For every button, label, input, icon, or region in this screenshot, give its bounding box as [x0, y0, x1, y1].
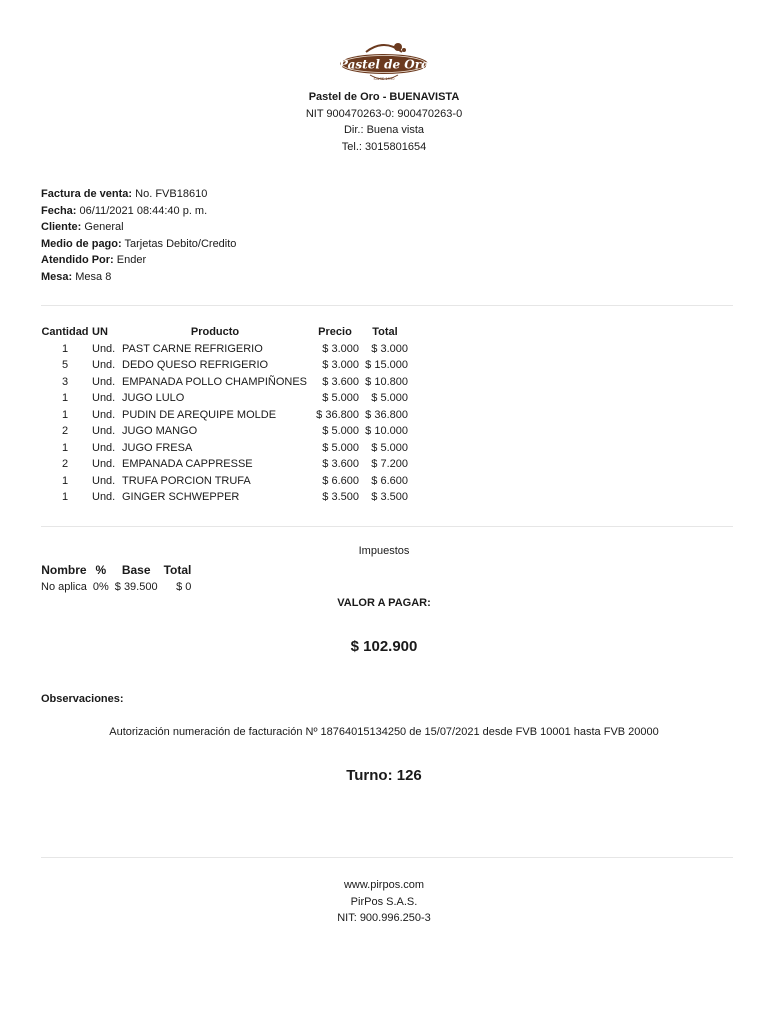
header-un: UN [92, 326, 108, 338]
item-unit: Und. [92, 359, 116, 371]
divider [41, 857, 733, 858]
item-price: $ 36.800 [316, 408, 359, 421]
store-address: Dir.: Buena vista [343, 124, 425, 136]
item-qty: 1 [61, 408, 69, 421]
item-row [41, 440, 411, 457]
item-price: $ 5.000 [322, 392, 359, 404]
item-product: TRUFA PORCION TRUFA [122, 474, 251, 487]
field-label: Medio de pago: [41, 237, 122, 250]
header-qty: Cantidad [41, 326, 89, 338]
tax-header-base: Base [121, 562, 151, 577]
table-number: Mesa 8 [75, 270, 112, 283]
items-table [41, 324, 411, 506]
item-total: $ 15.000 [365, 359, 408, 371]
item-row [41, 341, 411, 358]
invoice-info [41, 186, 236, 285]
item-unit: Und. [92, 425, 116, 437]
payment-method: Tarjetas Debito/Credito [124, 237, 237, 250]
item-qty: 1 [61, 392, 69, 404]
store-header [0, 89, 768, 155]
divider [41, 305, 733, 306]
item-product: JUGO MANGO [122, 425, 198, 437]
date-row [41, 203, 236, 220]
item-total: $ 10.800 [365, 375, 408, 388]
logo-wordmark: Pastel de Oro [338, 57, 430, 72]
item-qty: 5 [61, 359, 69, 371]
client-row [41, 219, 236, 236]
amount-due-label: VALOR A PAGAR: [337, 597, 431, 609]
header-product: Producto [190, 326, 240, 338]
item-unit: Und. [92, 342, 116, 355]
item-qty: 1 [61, 491, 69, 503]
item-product: GINGER SCHWEPPER [122, 491, 240, 503]
item-total: $ 5.000 [371, 392, 408, 404]
observations-label: Observaciones: [41, 693, 124, 705]
field-label: Atendido Por: [41, 254, 114, 266]
item-price: $ 3.000 [322, 359, 359, 371]
item-row [41, 374, 411, 391]
footer [0, 877, 768, 927]
taxes-header-row [41, 561, 194, 578]
attended-by: Ender [116, 254, 147, 266]
item-price: $ 5.000 [322, 441, 359, 454]
divider [41, 526, 733, 527]
item-qty: 1 [61, 441, 69, 454]
tax-header-name: Nombre [41, 562, 87, 577]
item-row [41, 473, 411, 490]
item-qty: 2 [61, 458, 69, 470]
taxes-title: Impuestos [358, 545, 410, 557]
item-price: $ 6.600 [322, 474, 359, 487]
item-total: $ 3.500 [371, 491, 408, 503]
turn-number: Turno: 126 [346, 767, 422, 784]
footer-website: www.pirpos.com [343, 879, 425, 891]
store-logo [0, 38, 768, 86]
table-row [41, 269, 236, 286]
field-label: Fecha: [41, 204, 77, 217]
item-product: EMPANADA POLLO CHAMPIÑONES [122, 375, 308, 388]
invoice-number: No. FVB18610 [135, 188, 208, 200]
item-total: $ 7.200 [371, 458, 408, 470]
item-row [41, 390, 411, 407]
item-unit: Und. [92, 441, 116, 454]
item-product: DEDO QUESO REFRIGERIO [122, 359, 269, 371]
tax-base: $ 39.500 [114, 580, 158, 593]
item-product: JUGO LULO [122, 392, 185, 404]
item-product: PAST CARNE REFRIGERIO [122, 342, 263, 355]
invoice-number-row [41, 186, 236, 203]
item-unit: Und. [92, 392, 116, 404]
tax-row [41, 578, 194, 595]
item-unit: Und. [92, 375, 116, 388]
item-row [41, 407, 411, 424]
store-nit: NIT 900470263-0: 900470263-0 [305, 107, 463, 120]
item-qty: 1 [61, 474, 69, 487]
item-row [41, 357, 411, 374]
item-row [41, 489, 411, 506]
store-name: Pastel de Oro - BUENAVISTA [308, 91, 460, 103]
header-total: Total [372, 326, 398, 338]
tax-header-pct: % [95, 562, 107, 577]
item-total: $ 5.000 [371, 441, 408, 454]
item-price: $ 3.000 [322, 342, 359, 355]
item-price: $ 3.600 [322, 375, 359, 388]
tax-name: No aplica [41, 580, 87, 593]
amount-due: $ 102.900 [350, 638, 418, 655]
item-total: $ 3.000 [371, 342, 408, 355]
attended-by-row [41, 252, 236, 269]
client-name: General [84, 221, 124, 233]
item-price: $ 3.600 [322, 458, 359, 470]
item-product: PUDIN DE AREQUIPE MOLDE [122, 408, 277, 421]
item-unit: Und. [92, 458, 116, 470]
header-price: Precio [318, 326, 352, 338]
item-qty: 3 [61, 375, 69, 388]
item-row [41, 456, 411, 473]
billing-authorization: Autorización numeración de facturación Nº 18764015134250 de 15/07/2021 desde FVB 10001 hasta FVB 20000 [109, 726, 659, 738]
item-product: JUGO FRESA [122, 441, 193, 454]
item-unit: Und. [92, 474, 116, 487]
field-label: Factura de venta: [41, 188, 133, 200]
item-unit: Und. [92, 491, 116, 503]
footer-company: PirPos S.A.S. [350, 895, 418, 908]
item-product: EMPANADA CAPPRESSE [122, 458, 253, 470]
item-total: $ 6.600 [371, 474, 408, 487]
item-total: $ 36.800 [365, 408, 408, 421]
taxes-table [41, 561, 194, 595]
item-price: $ 3.500 [322, 491, 359, 503]
tax-header-total: Total [163, 562, 192, 577]
invoice-date: 06/11/2021 08:44:40 p. m. [79, 204, 208, 217]
item-price: $ 5.000 [322, 425, 359, 437]
item-unit: Und. [92, 408, 116, 421]
item-qty: 2 [61, 425, 69, 437]
pastel-de-oro-logo [336, 38, 432, 86]
item-total: $ 10.000 [365, 425, 408, 437]
items-header-row [41, 324, 411, 341]
footer-nit: NIT: 900.996.250-3 [337, 912, 431, 924]
store-phone: Tel.: 3015801654 [341, 140, 427, 153]
logo-tagline: SINCE 1990 [373, 77, 395, 81]
payment-method-row [41, 236, 236, 253]
tax-pct: 0% [92, 580, 109, 593]
item-row [41, 423, 411, 440]
tax-total: $ 0 [176, 580, 192, 593]
field-label: Cliente: [41, 221, 82, 233]
item-qty: 1 [61, 342, 69, 355]
field-label: Mesa: [41, 270, 73, 283]
